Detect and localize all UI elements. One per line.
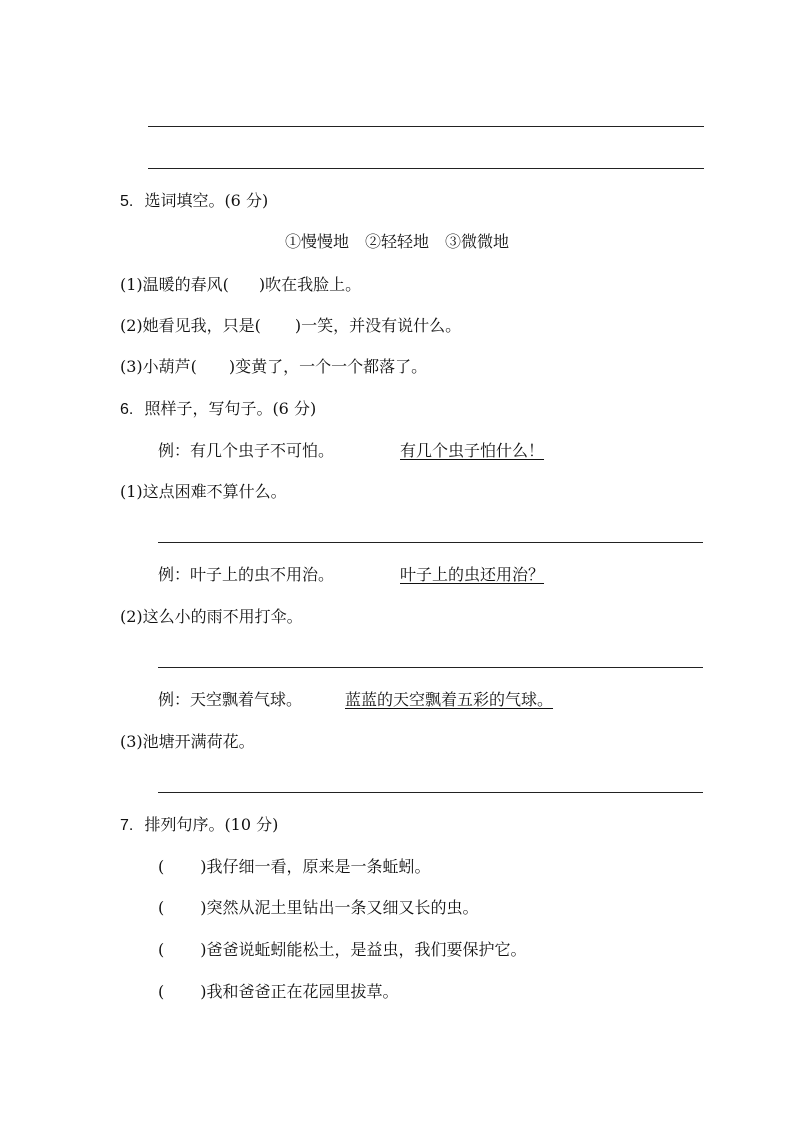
paren-close: )	[200, 982, 207, 1001]
question-title: 照样子，写句子。(6 分)	[144, 399, 317, 418]
paren-open: (	[158, 898, 165, 917]
example-line	[158, 690, 302, 710]
question-number: 7.	[120, 817, 134, 834]
fill-item-prefix: (3)小葫芦(	[120, 357, 197, 376]
order-item	[158, 857, 431, 877]
fill-item-prefix: (2)她看见我，只是(	[120, 316, 261, 335]
fill-item-prefix: (1)温暖的春风(	[120, 275, 229, 294]
paren-close: )	[200, 898, 207, 917]
fill-item	[120, 316, 461, 336]
order-item	[158, 982, 399, 1002]
paren-close: )	[200, 857, 207, 876]
order-item-text: 我仔细一看，原来是一条蚯蚓。	[206, 857, 431, 876]
example-answer: 有几个虫子怕什么！	[400, 441, 545, 460]
order-item	[158, 898, 479, 918]
answer-line[interactable]	[148, 168, 704, 169]
fill-item-suffix: )吹在我脸上。	[258, 275, 362, 294]
example-answer: 叶子上的虫还用治？	[400, 565, 545, 584]
question-5-heading	[120, 191, 268, 212]
order-item	[158, 940, 527, 960]
rewrite-item: (2)这么小的雨不用打伞。	[120, 607, 303, 626]
answer-line[interactable]	[158, 542, 703, 543]
fill-item-suffix: )一笑，并没有说什么。	[294, 316, 462, 335]
rewrite-item: (3)池塘开满荷花。	[120, 732, 255, 751]
question-title: 选词填空。(6 分)	[144, 191, 269, 210]
rewrite-item: (1)这点困难不算什么。	[120, 482, 287, 501]
fill-item	[120, 275, 361, 295]
example-label: 例：天空飘着气球。	[158, 690, 303, 709]
fill-item-suffix: )变黄了，一个一个都落了。	[228, 357, 428, 376]
question-number: 5.	[120, 193, 134, 210]
paren-open: (	[158, 857, 165, 876]
question-6-heading	[120, 399, 316, 420]
paren-close: )	[200, 940, 207, 959]
paren-open: (	[158, 982, 165, 1001]
answer-line[interactable]	[158, 792, 703, 793]
question-number: 6.	[120, 401, 134, 418]
question-7-heading	[120, 815, 278, 836]
example-label: 例：有几个虫子不可怕。	[158, 441, 335, 460]
order-item-text: 突然从泥土里钻出一条又细又长的虫。	[206, 898, 479, 917]
answer-line[interactable]	[148, 126, 704, 127]
question-title: 排列句序。(10 分)	[144, 815, 279, 834]
paren-open: (	[158, 940, 165, 959]
example-line	[158, 565, 334, 585]
word-options: ①慢慢地 ②轻轻地 ③微微地	[285, 232, 510, 251]
example-label: 例：叶子上的虫不用治。	[158, 565, 335, 584]
example-line	[158, 441, 334, 461]
fill-item	[120, 357, 427, 377]
order-item-text: 爸爸说蚯蚓能松土，是益虫，我们要保护它。	[206, 940, 527, 959]
example-answer: 蓝蓝的天空飘着五彩的气球。	[345, 690, 554, 709]
order-item-text: 我和爸爸正在花园里拔草。	[206, 982, 399, 1001]
answer-line[interactable]	[158, 667, 703, 668]
